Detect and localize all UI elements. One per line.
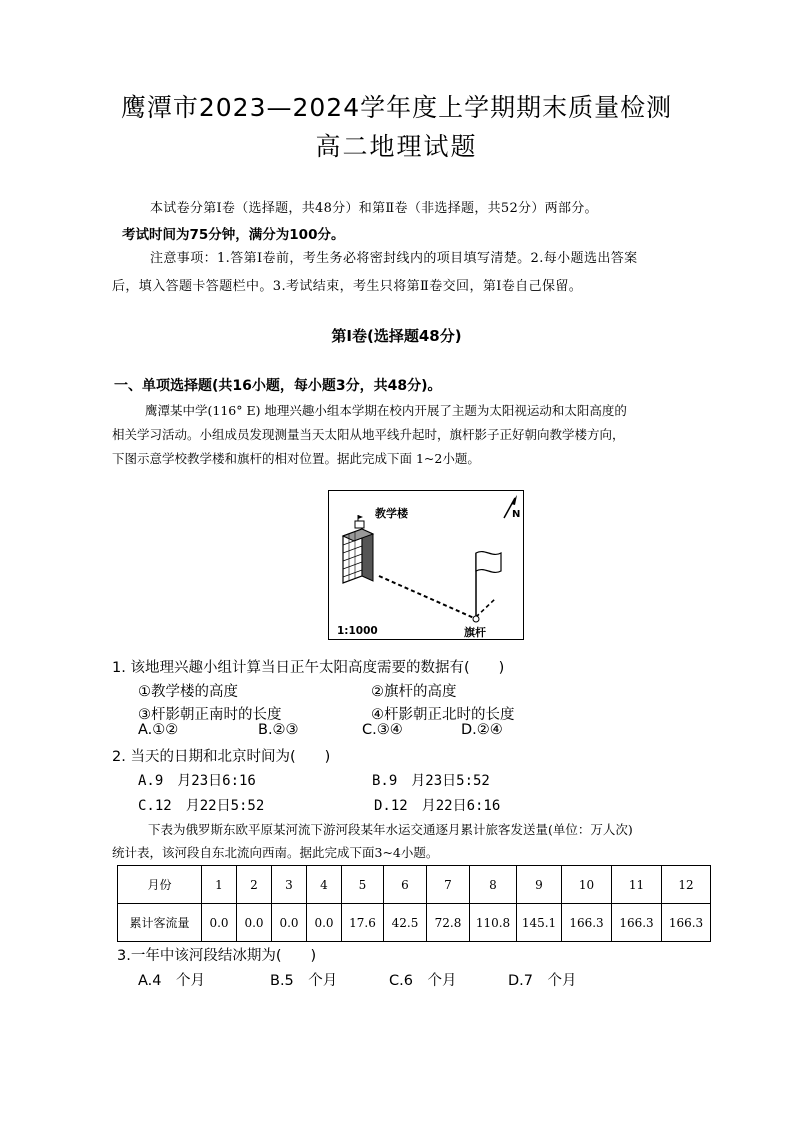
shadow-line-2 (476, 598, 496, 617)
value-cell: 0.0 (202, 904, 237, 942)
scenario-line-3: 下图示意学校教学楼和旗杆的相对位置。据此完成下面 1~2小题。 (112, 451, 480, 466)
intro-line-3: 注意事项：1.答第Ⅰ卷前，考生务必将密封线内的项目填写清楚。2.每小题选出答案 (150, 251, 638, 266)
month-cell: 5 (342, 866, 384, 904)
row-label: 累计客流量 (118, 904, 202, 942)
section-heading: 一、单项选择题(共16小题，每小题3分，共48分)。 (114, 378, 442, 394)
month-cell: 11 (612, 866, 662, 904)
month-cell: 10 (562, 866, 612, 904)
month-cell: 6 (384, 866, 427, 904)
value-cell: 42.5 (384, 904, 427, 942)
q1-item-1: ①教学楼的高度 (138, 684, 238, 700)
value-cell: 166.3 (612, 904, 662, 942)
q3-option-b: B.5 个月 (270, 973, 338, 989)
q1-option-a: A.①② (138, 722, 179, 738)
table-value-row (118, 904, 711, 942)
building-icon (343, 515, 373, 583)
q1-option-d: D.②④ (461, 722, 503, 738)
intro-line-1: 本试卷分第Ⅰ卷（选择题，共48分）和第Ⅱ卷（非选择题，共52分）两部分。 (150, 201, 598, 216)
q3-option-a: A.4 个月 (138, 973, 205, 989)
passenger-table (117, 865, 711, 942)
value-cell: 0.0 (237, 904, 272, 942)
flag-icon (473, 552, 501, 622)
school-figure (328, 490, 524, 640)
flagpole-label: 旗杆 (464, 626, 486, 638)
month-cell: 4 (307, 866, 342, 904)
value-cell: 145.1 (517, 904, 562, 942)
intro-line-4: 后，填入答题卡答题栏中。3.考试结束，考生只将第Ⅱ卷交回，第Ⅰ卷自己保留。 (112, 279, 583, 294)
value-cell: 0.0 (307, 904, 342, 942)
q2-option-d: D.12 月22日6:16 (374, 798, 501, 814)
q2-stem: 2. 当天的日期和北京时间为( ) (112, 749, 331, 765)
month-cell: 1 (202, 866, 237, 904)
q1-stem: 1. 该地理兴趣小组计算当日正午太阳高度需要的数据有( ) (112, 660, 505, 676)
q2-option-a: A.9 月23日6:16 (138, 773, 256, 789)
exam-title: 鹰潭市2023—2024学年度上学期期末质量检测 (120, 93, 673, 122)
value-cell: 166.3 (662, 904, 711, 942)
q1-option-c: C.③④ (362, 722, 403, 738)
scale-label: 1:1000 (337, 625, 378, 637)
month-cell: 2 (237, 866, 272, 904)
q1-item-2: ②旗杆的高度 (371, 684, 457, 700)
intro-line-2: 考试时间为75分钟，满分为100分。 (122, 227, 345, 243)
q2-option-c: C.12 月22日5:52 (138, 798, 265, 814)
value-cell: 17.6 (342, 904, 384, 942)
value-cell: 0.0 (272, 904, 307, 942)
value-cell: 166.3 (562, 904, 612, 942)
month-cell: 8 (470, 866, 517, 904)
month-cell: 9 (517, 866, 562, 904)
q3-stem: 3.一年中该河段结冰期为( ) (117, 948, 317, 964)
school-diagram (329, 491, 522, 638)
table-intro-line-2: 统计表，该河段自东北流向西南。据此完成下面3~4小题。 (112, 845, 439, 860)
table-header-row (118, 866, 711, 904)
month-header: 月份 (118, 866, 202, 904)
month-cell: 7 (427, 866, 470, 904)
q3-option-d: D.7 个月 (508, 973, 577, 989)
building-label: 教学楼 (375, 507, 408, 520)
q3-option-c: C.6 个月 (389, 973, 457, 989)
q1-option-b: B.②③ (258, 722, 299, 738)
value-cell: 110.8 (470, 904, 517, 942)
value-cell: 72.8 (427, 904, 470, 942)
q1-item-4: ④杆影朝正北时的长度 (371, 707, 515, 723)
scenario-line-1: 鹰潭某中学(116° E) 地理兴趣小组本学期在校内开展了主题为太阳视运动和太阳高度的 (145, 403, 627, 418)
section-title: 第Ⅰ卷(选择题48分) (331, 327, 462, 345)
month-cell: 12 (662, 866, 711, 904)
scenario-line-2: 相关学习活动。小组成员发现测量当天太阳从地平线升起时，旗杆影子正好朝向教学楼方向， (112, 427, 625, 442)
q1-item-3: ③杆影朝正南时的长度 (138, 707, 282, 723)
shadow-line (379, 576, 474, 618)
table-intro-line-1: 下表为俄罗斯东欧平原某河流下游河段某年水运交通逐月累计旅客发送量(单位：万人次) (148, 822, 633, 837)
north-label: N (512, 509, 521, 520)
month-cell: 3 (272, 866, 307, 904)
q2-option-b: B.9 月23日5:52 (372, 773, 490, 789)
exam-subtitle: 高二地理试题 (315, 132, 478, 161)
